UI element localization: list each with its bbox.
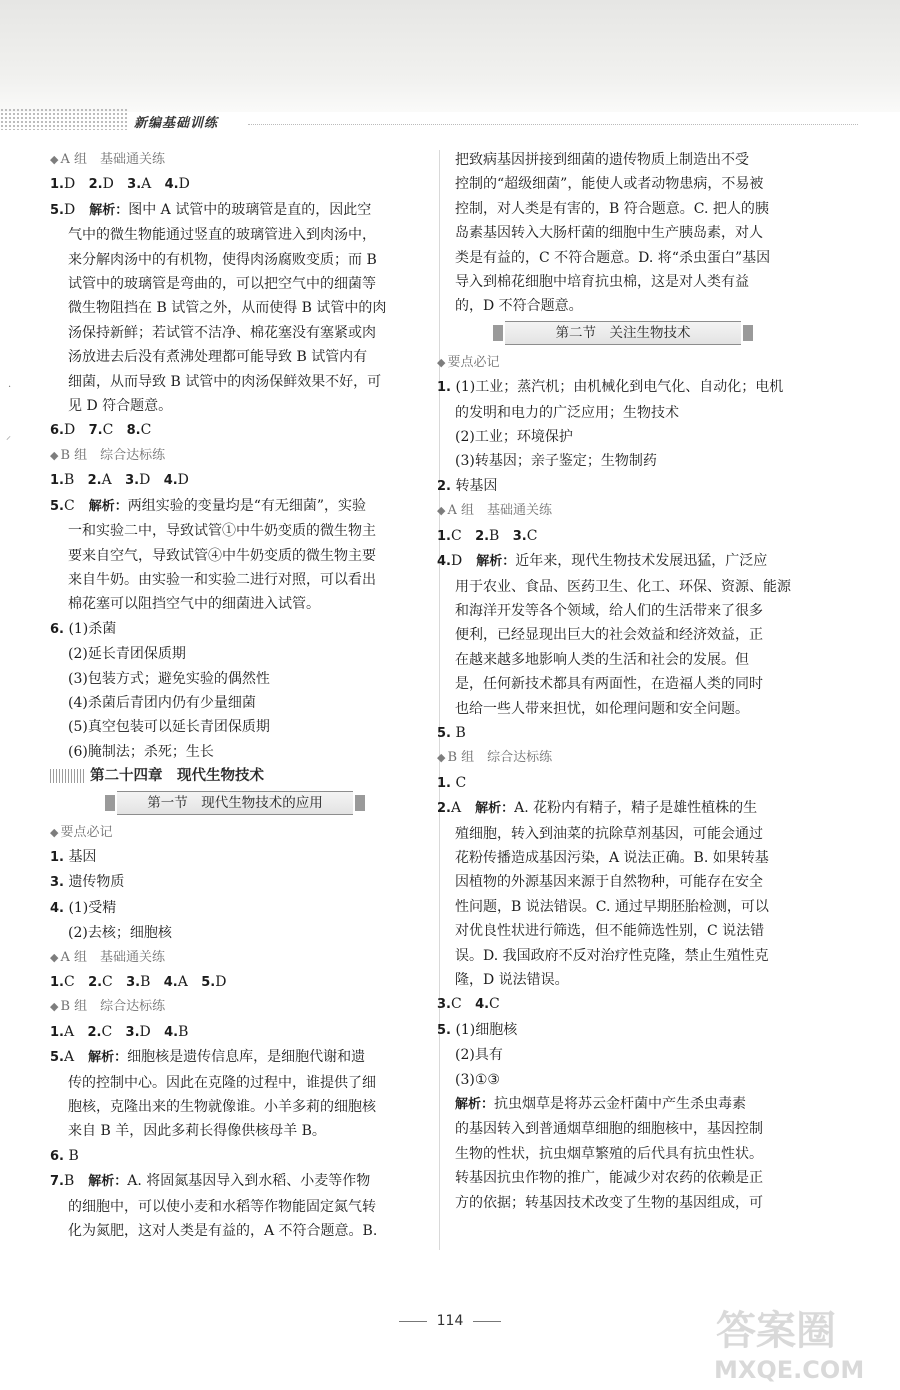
explanation-text: 汤保持新鲜；若试管不洁净、棉花塞没有塞紧或肉 — [68, 324, 376, 341]
answer-choice: D — [63, 422, 76, 439]
explanation-line — [50, 519, 420, 543]
answer-choice: C — [450, 996, 462, 1013]
question-number: 4. — [475, 997, 490, 1013]
group-heading-text: B 组 综合达标练 — [447, 750, 553, 766]
answer-text: 遗传物质 — [68, 874, 125, 891]
question-number: 1. — [50, 974, 64, 990]
analysis-label: 解析： — [89, 202, 129, 218]
explanation-text: 对优良性状进行筛选，但不能筛选性别，C 说法错 — [455, 923, 765, 940]
diamond-icon: ◆ — [50, 448, 59, 462]
top-shadow-band — [0, 0, 900, 112]
answer-row — [437, 524, 809, 549]
explanation-line — [437, 549, 809, 574]
margin-mark: · — [8, 382, 12, 393]
question-number: 2. — [437, 478, 451, 494]
answer-row — [50, 468, 420, 493]
explanation-line — [437, 1191, 809, 1215]
answer-choice: C — [102, 973, 113, 990]
answer-choice: D — [215, 973, 227, 990]
answer-text: B — [455, 724, 466, 741]
group-heading-text: A 组 基础通关练 — [447, 503, 552, 519]
question-number: 3. — [437, 997, 451, 1013]
explanation-text: 岛素基因转入大肠杆菌的细胞中生产胰岛素，对人 — [455, 225, 763, 242]
question-number: 1. — [50, 849, 64, 865]
diamond-icon: ◆ — [437, 751, 446, 765]
chapter-title: 第二十四章 现代生物技术 — [90, 768, 264, 785]
answer-row — [50, 1144, 420, 1169]
question-number: 1. — [437, 528, 451, 544]
explanation-text: 在越来越多地影响人类的生活和社会的发展。但 — [455, 651, 749, 668]
explanation-line — [50, 345, 420, 369]
answer-choice: B — [63, 1173, 89, 1190]
explanation-line — [437, 623, 809, 647]
answer-row — [50, 172, 420, 197]
watermark-logo — [712, 1300, 888, 1386]
question-number: 1. — [50, 1024, 64, 1040]
question-number: 2. — [87, 473, 102, 489]
answer-choice: B — [63, 472, 75, 489]
explanation-line — [50, 223, 420, 247]
question-number: 1. — [50, 473, 64, 489]
question-number: 1. — [437, 775, 451, 791]
analysis-label: 解析： — [88, 498, 128, 514]
left-column — [50, 148, 420, 1243]
answer-choice: C — [101, 1023, 113, 1040]
explanation-line — [50, 1219, 420, 1243]
explanation-text: 把致病基因拼接到细菌的遗传物质上制造出不受 — [455, 152, 749, 168]
sub-answer-line — [50, 642, 420, 666]
explanation-line — [437, 270, 809, 294]
explanation-text: 花粉传播造成基因污染，A 说法正确。B. 如果转基 — [455, 849, 769, 866]
question-number: 5. — [437, 1022, 451, 1038]
answer-choice: B — [140, 973, 151, 990]
question-number: 2. — [87, 1024, 102, 1040]
explanation-line — [437, 846, 809, 870]
question-number: 6. — [50, 1148, 64, 1164]
answer-text: (2)具有 — [455, 1047, 503, 1064]
explanation-text: 用于农业、食品、医药卫生、化工、环保、资源、能源 — [455, 578, 791, 595]
explanation-text: 方的依据；转基因技术改变了生物的基因组成，可 — [455, 1194, 763, 1211]
explanation-text: 性问题，B 说法错误。C. 通过早期胚胎检测，可以 — [455, 898, 769, 915]
answer-text: (2)工业；环境保护 — [455, 429, 573, 446]
explanation-line — [437, 895, 809, 919]
explanation-line — [50, 592, 420, 616]
section-title: 第二节 关注生物技术 — [505, 321, 741, 345]
group-heading-text: 要点必记 — [447, 354, 500, 370]
explanation-line — [437, 197, 809, 221]
sub-answer-line — [437, 449, 809, 473]
explanation-line — [437, 575, 809, 599]
analysis-label: 解析： — [476, 554, 516, 570]
answer-row — [50, 896, 420, 921]
sub-answer-line — [50, 691, 420, 715]
answer-choice: C — [63, 497, 89, 514]
answer-choice: D — [102, 176, 114, 193]
answer-choice: D — [63, 176, 76, 193]
chapter-stripes — [50, 769, 84, 783]
question-number: 2. — [475, 528, 490, 544]
explanation-text: 控制，对人类是有害的，B 符合题意。C. 把人的胰 — [455, 200, 769, 217]
diamond-icon: ◆ — [50, 1000, 59, 1014]
explanation-text: 试管中的玻璃管是弯曲的，可以把空气中的细菌等 — [68, 276, 376, 293]
explanation-line — [50, 1119, 420, 1143]
explanation-text: 也给一些人带来担忧，如伦理问题和安全问题。 — [455, 700, 749, 717]
answer-choice: D — [63, 201, 90, 218]
explanation-line — [437, 648, 809, 672]
question-number: 5. — [50, 498, 64, 514]
question-number: 6. — [50, 423, 64, 439]
explanation-text: 气中的微生物能通过竖直的玻璃管进入到肉汤中， — [68, 227, 376, 244]
sub-answer-line — [437, 1068, 809, 1092]
explanation-text: 误。D. 我国政府不反对治疗性克隆，禁止生殖性克 — [455, 947, 769, 964]
answer-row — [437, 721, 809, 746]
group-heading-text: B 组 综合达标练 — [60, 447, 166, 463]
answer-choice: C — [140, 422, 152, 439]
group-heading-text: A 组 基础通关练 — [60, 949, 165, 965]
answer-text: C — [455, 774, 467, 791]
answer-choice: A — [141, 176, 152, 193]
analysis-label: 解析： — [455, 1097, 495, 1113]
question-number: 3. — [127, 177, 142, 193]
answer-choice: C — [489, 996, 500, 1013]
explanation-line — [437, 294, 809, 318]
answer-choice: A — [177, 973, 188, 990]
explanation-line — [437, 796, 809, 821]
watermark-logo-text: 答案圈 — [716, 1308, 836, 1354]
explanation-line — [50, 1095, 420, 1119]
explanation-text: 化为氮肥，这对人类是有益的，A 不符合题意。B. — [68, 1223, 378, 1240]
answer-text: 的发明和电力的广泛应用；生物技术 — [455, 404, 679, 421]
explanation-line — [437, 919, 809, 943]
explanation-text: 两组实验的变量均是“有无细菌”，实验 — [127, 497, 367, 514]
explanation-text: 来分解肉汤中的有机物，使得肉汤腐败变质；而 B — [68, 251, 377, 268]
right-column — [437, 148, 809, 1215]
explanation-text: 是，任何新技术都具有两面性，在造福人类的同时 — [455, 676, 763, 693]
diamond-icon: ◆ — [437, 504, 446, 518]
analysis-label: 解析： — [475, 801, 515, 817]
sub-answer-line — [50, 740, 420, 764]
answer-choice: B — [178, 1023, 189, 1040]
explanation-line — [437, 944, 809, 968]
explanation-text: 殖细胞，转入到油菜的抗除草剂基因，可能会通过 — [455, 825, 763, 842]
explanation-line — [50, 568, 420, 592]
explanation-text: 来自牛奶。由实验一和实验二进行对照，可以看出 — [68, 571, 376, 588]
answer-choice: B — [489, 527, 500, 544]
explanation-line — [437, 148, 809, 172]
answer-row — [437, 1018, 809, 1043]
answer-choice: C — [450, 527, 462, 544]
sub-answer-line — [50, 667, 420, 691]
sub-answer-line — [50, 715, 420, 739]
question-number: 1. — [437, 380, 451, 396]
explanation-text: 便利，已经显现出巨大的社会效益和经济效益，正 — [455, 627, 763, 644]
answer-choice: A — [101, 472, 112, 489]
analysis-label: 解析： — [88, 1050, 128, 1066]
answer-choice: C — [526, 527, 538, 544]
group-heading — [437, 499, 809, 523]
answer-row — [50, 1020, 420, 1045]
answer-text: (1)受精 — [68, 899, 117, 916]
explanation-line — [50, 1195, 420, 1219]
explanation-text: 导入到棉花细胞中培育抗虫棉，这是对人类有益 — [455, 274, 749, 291]
question-number: 3. — [125, 473, 140, 489]
group-heading-text: A 组 基础通关练 — [60, 152, 165, 167]
question-number: 5. — [437, 725, 451, 741]
explanation-line — [437, 697, 809, 721]
explanation-line — [437, 822, 809, 846]
diamond-icon: ◆ — [50, 825, 59, 839]
question-number: 3. — [125, 1024, 140, 1040]
explanation-line — [437, 1117, 809, 1141]
answer-text: (3)转基因；亲子鉴定；生物制药 — [455, 453, 657, 470]
explanation-text: 控制的“超级细菌”，能使人或者动物患病，不易被 — [455, 176, 764, 193]
question-number: 3. — [512, 528, 527, 544]
question-number: 4. — [164, 1024, 179, 1040]
diamond-icon: ◆ — [50, 950, 59, 964]
group-heading — [50, 444, 420, 468]
explanation-text: 生物的性状，抗虫烟草繁殖的后代具有抗虫性状。 — [455, 1145, 763, 1162]
answer-text: (6)腌制法；杀死；生长 — [68, 743, 214, 760]
explanation-text: 转基因抗虫作物的推广，能减少对农药的依赖是正 — [455, 1170, 763, 1187]
watermark-url-text: MXQE.COM — [714, 1356, 865, 1384]
explanation-line — [50, 1169, 420, 1194]
sub-answer-line — [437, 425, 809, 449]
explanation-line — [437, 672, 809, 696]
answer-choice: D — [139, 472, 151, 489]
group-heading — [50, 821, 420, 845]
explanation-line — [437, 172, 809, 196]
question-number: 2. — [88, 974, 103, 990]
answer-choice: D — [177, 472, 189, 489]
explanation-text: 因植物的外源基因来源于自然物种，可能存在安全 — [455, 874, 763, 891]
diamond-icon: ◆ — [437, 355, 446, 369]
sub-answer-line — [437, 401, 809, 425]
explanation-line — [437, 968, 809, 992]
answer-text: (5)真空包装可以延长青团保质期 — [68, 719, 270, 736]
answer-text: B — [68, 1147, 79, 1164]
analysis-label: 解析： — [88, 1174, 128, 1190]
answer-choice: D — [178, 176, 190, 193]
diamond-icon: ◆ — [50, 153, 59, 166]
explanation-text: 的基因转入到普通烟草细胞的细胞核中，基因控制 — [455, 1121, 763, 1138]
answer-row — [50, 845, 420, 870]
answer-text: 转基因 — [455, 477, 498, 494]
answer-row — [437, 771, 809, 796]
answer-text: (2)去核；细胞核 — [68, 925, 172, 942]
answer-choice: A — [63, 1023, 75, 1040]
question-number: 3. — [50, 875, 64, 891]
explanation-text: 来自 B 羊，因此多莉长得像供核母羊 B。 — [68, 1123, 326, 1140]
group-heading — [50, 946, 420, 970]
answer-row — [50, 418, 420, 443]
group-heading — [437, 351, 809, 375]
question-number: 7. — [88, 423, 103, 439]
explanation-text: 细胞核是遗传信息库，是细胞代谢和遗 — [127, 1049, 366, 1066]
answer-choice: D — [450, 553, 477, 570]
explanation-text: 棉花塞可以阻挡空气中的细菌进入试管。 — [68, 596, 320, 613]
explanation-line — [50, 1045, 420, 1070]
explanation-text: 近年来，现代生物技术发展迅猛，广泛应 — [515, 553, 768, 570]
explanation-line — [437, 870, 809, 894]
explanation-text: 传的控制中心。因此在克隆的过程中，谁提供了细 — [68, 1074, 376, 1091]
explanation-line — [437, 246, 809, 270]
question-number: 1. — [50, 177, 64, 193]
question-number: 4. — [163, 473, 178, 489]
question-number: 4. — [163, 974, 178, 990]
question-number: 4. — [164, 177, 179, 193]
explanation-line — [437, 1142, 809, 1166]
explanation-line — [437, 1166, 809, 1190]
question-number: 6. — [50, 621, 64, 637]
explanation-text: 的细胞中，可以使小麦和水稻等作物能固定氮气转 — [68, 1198, 376, 1215]
answer-text: (4)杀菌后青团内仍有少量细菌 — [68, 694, 256, 711]
question-number: 5. — [50, 202, 64, 218]
explanation-text: 的，D 不符合题意。 — [455, 298, 583, 315]
answer-text: (1)杀菌 — [68, 620, 117, 637]
answer-choice: C — [63, 973, 75, 990]
explanation-line — [50, 1071, 420, 1095]
explanation-line — [437, 599, 809, 623]
explanation-text: 胞核，克隆出来的生物就像谁。小羊多莉的细胞核 — [68, 1099, 376, 1116]
page-number-text: 114 — [436, 1313, 464, 1329]
explanation-text: 隆，D 说法错误。 — [455, 972, 569, 988]
explanation-text: 和海洋开发等各个领域，给人们的生活带来了很多 — [455, 602, 763, 619]
question-number: 8. — [126, 423, 141, 439]
question-number: 4. — [50, 900, 64, 916]
answer-choice: A — [450, 800, 476, 817]
explanation-line — [437, 221, 809, 245]
explanation-text: 细菌，从而导致 B 试管中的肉汤保鲜效果不好，可 — [68, 373, 382, 390]
margin-mark: ⸝ — [6, 431, 11, 442]
question-number: 5. — [201, 974, 216, 990]
group-heading-text: 要点必记 — [60, 824, 113, 840]
answer-row — [437, 992, 809, 1017]
explanation-line — [50, 248, 420, 272]
answer-text: 基因 — [68, 848, 97, 865]
answer-text: (3)①③ — [455, 1071, 500, 1088]
group-heading — [50, 148, 420, 172]
answer-row — [437, 375, 809, 400]
answer-row — [50, 970, 420, 995]
chapter-heading — [50, 764, 420, 788]
header-dot-pattern — [0, 108, 128, 130]
explanation-text: 一和实验二中，导致试管①中牛奶变质的微生物主 — [68, 523, 376, 540]
explanation-line — [50, 296, 420, 320]
explanation-text: 抗虫烟草是将苏云金杆菌中产生杀虫毒素 — [494, 1096, 747, 1113]
explanation-line — [50, 494, 420, 519]
question-number: 7. — [50, 1174, 64, 1190]
group-heading-text: B 组 综合达标练 — [60, 999, 166, 1015]
answer-row — [50, 617, 420, 642]
answer-text: (2)延长青团保质期 — [68, 646, 186, 663]
explanation-text: 类是有益的，C 不符合题意。D. 将“杀虫蛋白”基因 — [455, 249, 771, 266]
explanation-text: 微生物阻挡在 B 试管之外，从而使得 B 试管中的肉 — [68, 300, 387, 317]
question-number: 4. — [437, 554, 451, 570]
answer-text: (1)工业；蒸汽机；由机械化到电气化、自动化；电机 — [455, 379, 784, 396]
explanation-text: 汤放进去后没有煮沸处理都可能导致 B 试管内有 — [68, 349, 368, 366]
question-number: 3. — [126, 974, 141, 990]
answer-choice: A — [63, 1049, 89, 1066]
answer-row — [437, 474, 809, 499]
explanation-line — [50, 198, 420, 223]
question-number: 2. — [437, 801, 451, 817]
explanation-line — [50, 394, 420, 418]
explanation-text: 见 D 符合题意。 — [68, 398, 173, 415]
question-number: 2. — [88, 177, 103, 193]
answer-choice: C — [102, 422, 114, 439]
running-header-title: 新编基础训练 — [134, 116, 219, 131]
sub-answer-line — [437, 1043, 809, 1067]
explanation-line — [50, 321, 420, 345]
group-heading — [50, 995, 420, 1019]
group-heading — [437, 746, 809, 770]
explanation-line — [50, 370, 420, 394]
explanation-text: 图中 A 试管中的玻璃管是直的，因此空 — [128, 201, 372, 218]
explanation-line — [437, 1092, 809, 1117]
explanation-text: A. 花粉内有精子，精子是雄性植株的生 — [514, 800, 758, 817]
explanation-line — [50, 272, 420, 296]
explanation-text: A. 将固氮基因导入到水稻、小麦等作物 — [127, 1173, 371, 1190]
answer-text: (1)细胞核 — [455, 1021, 518, 1038]
answer-choice: D — [139, 1023, 151, 1040]
explanation-text: 要来自空气，导致试管④中牛奶变质的微生物主要 — [68, 547, 376, 564]
question-number: 5. — [50, 1050, 64, 1066]
header-rule — [248, 124, 858, 125]
explanation-line — [50, 544, 420, 568]
answer-text: (3)包装方式；避免实验的偶然性 — [68, 670, 270, 687]
section-title: 第一节 现代生物技术的应用 — [117, 791, 353, 815]
answer-row — [50, 870, 420, 895]
sub-answer-line — [50, 921, 420, 945]
